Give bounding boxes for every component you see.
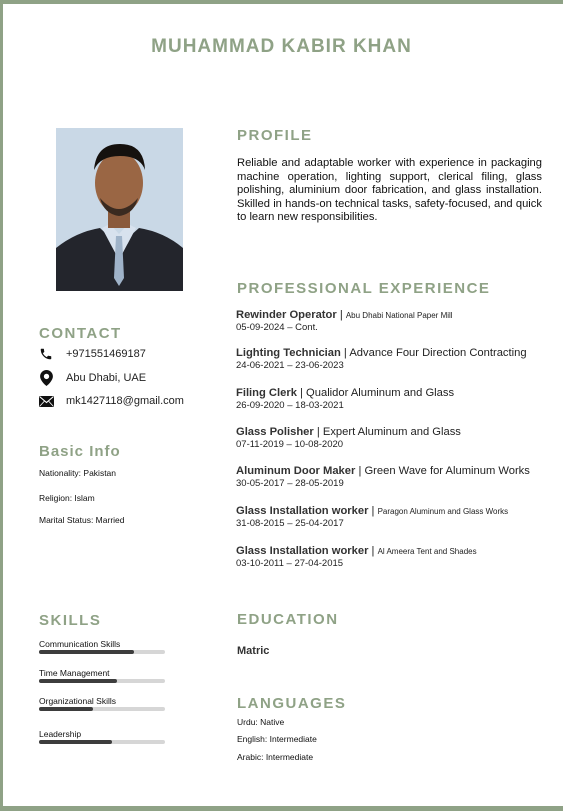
job-heading: Glass Installation worker | Al Ameera Tent and Shades [236,545,477,557]
job-title: Rewinder Operator [236,309,337,321]
skill-bar-track [39,679,165,683]
education-heading: EDUCATION [237,611,339,628]
job-dates: 03-10-2011 – 27-04-2015 [236,558,344,569]
basic-info-heading: Basic Info [39,443,121,460]
email-address[interactable]: mk1427118@gmail.com [66,395,184,407]
job-heading: Filing Clerk | Qualidor Aluminum and Glass [236,387,455,399]
candidate-name: MUHAMMAD KABIR KHAN [151,36,412,57]
job-dates: 26-09-2020 – 18-03-2021 [236,400,344,411]
education-item: Matric [237,645,270,657]
info-marital-status: Marital Status: Married [39,515,125,525]
top-border [0,0,563,4]
job-title: Aluminum Door Maker [236,465,356,477]
job-dates: 30-05-2017 – 28-05-2019 [236,478,344,489]
job-dates: 24-06-2021 – 23-06-2023 [236,360,344,371]
skill-bar-fill [39,740,112,744]
experience-item [236,465,556,489]
skill-item [39,696,165,711]
location-text: Abu Dhabi, UAE [66,372,147,384]
language-english: English: Intermediate [237,734,317,744]
job-dates: 31-08-2015 – 25-04-2017 [236,518,344,529]
skill-bar-track [39,707,165,711]
bottom-border [0,806,563,811]
skill-label: Communication Skills [39,639,121,649]
location-pin-icon [38,370,54,386]
skill-label: Leadership [39,729,82,739]
job-company: Abu Dhabi National Paper Mill [345,311,453,320]
profile-heading: PROFILE [237,127,313,144]
job-dates: 07-11-2019 – 10-08-2020 [236,439,344,450]
skill-item [39,639,165,654]
skill-bar-track [39,740,165,744]
job-company: Al Ameera Tent and Shades [377,547,477,556]
skills-heading: SKILLS [39,612,102,629]
job-heading: Rewinder Operator | Abu Dhabi National Paper Mill [236,309,453,321]
skill-item [39,729,165,744]
experience-item [236,347,556,371]
skill-label: Time Management [39,668,110,678]
job-title: Filing Clerk [236,387,297,399]
job-title: Glass Installation worker [236,545,369,557]
job-heading: Glass Polisher | Expert Aluminum and Glass [236,426,461,438]
profile-photo [56,128,183,291]
phone-number: +971551469187 [66,348,146,360]
skill-bar-fill [39,707,93,711]
languages-heading: LANGUAGES [237,695,347,712]
job-dates: 05-09-2024 – Cont. [236,322,318,333]
info-religion: Religion: Islam [39,493,95,503]
contact-location [38,370,146,386]
info-nationality: Nationality: Pakistan [39,468,117,478]
job-heading: Glass Installation worker | Paragon Aluminum and Glass Works [236,505,509,517]
contact-email [38,393,184,409]
skill-label: Organizational Skills [39,696,117,706]
job-company: Advance Four Direction Contracting [349,347,527,359]
skill-item [39,668,165,683]
job-title: Lighting Technician [236,347,341,359]
job-title: Glass Installation worker [236,505,369,517]
skill-bar-track [39,650,165,654]
job-company: Qualidor Aluminum and Glass [306,387,455,399]
language-arabic: Arabic: Intermediate [237,752,314,762]
experience-item [236,545,556,569]
contact-phone [38,346,146,362]
experience-heading: PROFESSIONAL EXPERIENCE [237,280,491,297]
job-company: Paragon Aluminum and Glass Works [377,507,509,516]
experience-item [236,426,556,450]
phone-icon [38,346,54,362]
job-title: Glass Polisher [236,426,314,438]
skill-bar-fill [39,650,134,654]
skill-bar-fill [39,679,117,683]
job-company: Expert Aluminum and Glass [322,426,461,438]
experience-item [236,309,556,333]
job-company: Green Wave for Aluminum Works [364,465,530,477]
contact-heading: CONTACT [39,325,122,342]
profile-summary: Reliable and adaptable worker with experience in packaging machine operation, lighting support, clerical filing, glass polishing, aluminium door fabrication, and glass installation. Skilled in hands-on technical tasks, safety-focused, and quick to learn new responsibilities. [237,157,542,223]
mail-icon [38,393,54,409]
job-heading: Lighting Technician | Advance Four Direction Contracting [236,347,527,359]
experience-item [236,387,556,411]
language-urdu: Urdu: Native [237,717,285,727]
experience-item [236,505,556,529]
job-heading: Aluminum Door Maker | Green Wave for Aluminum Works [236,465,530,477]
